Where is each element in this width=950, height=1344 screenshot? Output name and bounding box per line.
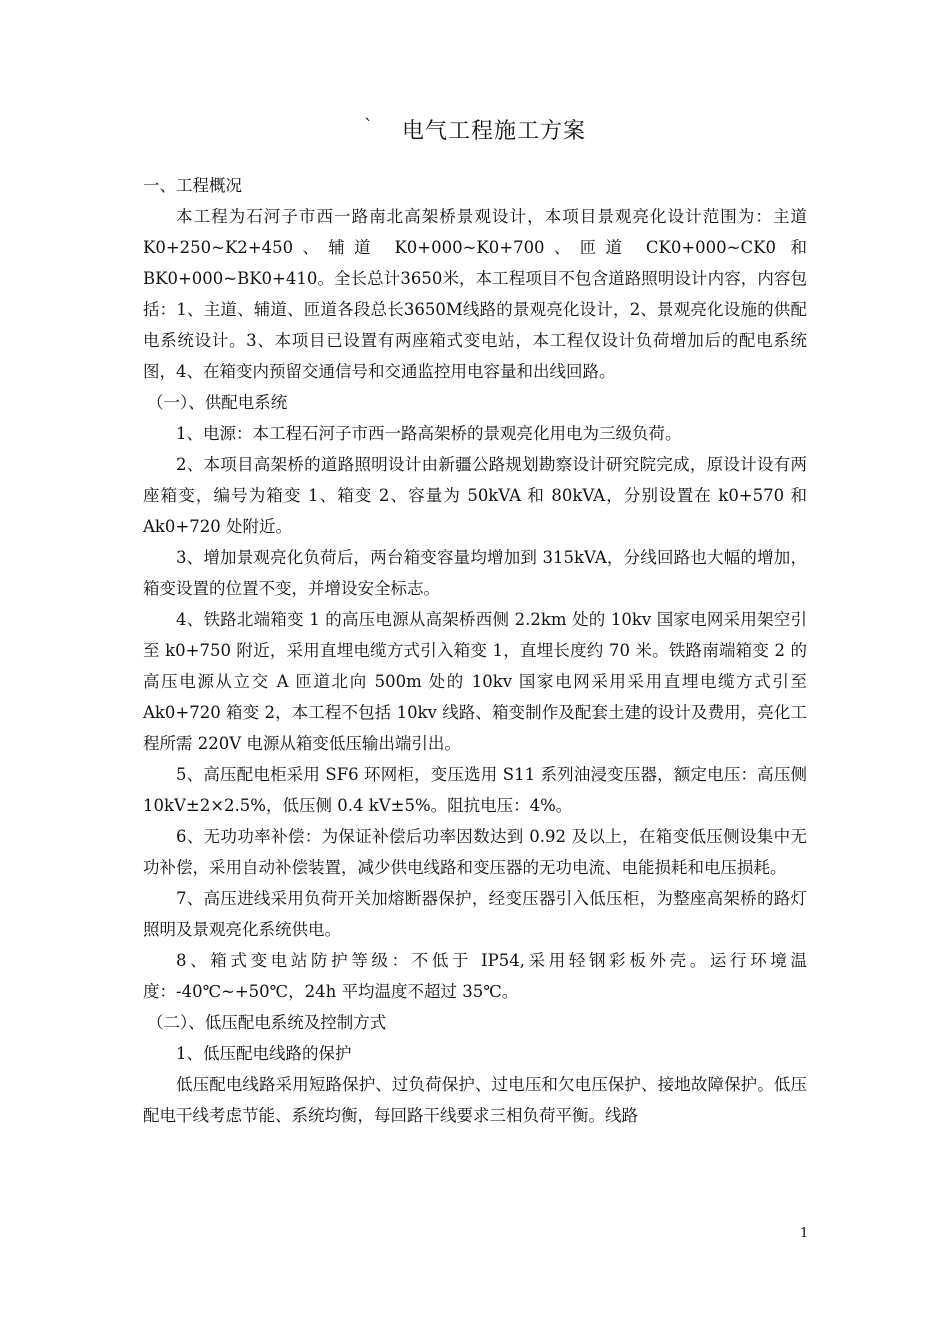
paragraph: 3、增加景观亮化负荷后，两台箱变容量均增加到 315kVA，分线回路也大幅的增加，箱变设置的位置不变，并增设安全标志。 xyxy=(143,548,807,598)
paragraph: 2、本项目高架桥的道路照明设计由新疆公路规划勘察设计研究院完成，原设计设有两座箱变，编号为箱变 1、箱变 2、容量为 50kVA 和 80kVA，分别设置在 k0+570 和 Ak0+720 处附近。 xyxy=(143,455,807,536)
document-title: 电气工程施工方案 xyxy=(401,119,586,144)
subsection-heading: （二）、低压配电系统及控制方式 xyxy=(147,1013,387,1032)
paragraph: 低压配电线路采用短路保护、过负荷保护、过电压和欠电压保护、接地故障保护。低压配电干线考虑节能、系统均衡，每回路干线要求三相负荷平衡。线路 xyxy=(143,1075,807,1125)
document-body xyxy=(143,170,807,1131)
section-heading: 一、工程概况 xyxy=(143,176,242,195)
paragraph: 5、高压配电柜采用 SF6 环网柜，变压选用 S11 系列油浸变压器，额定电压：高压侧 10kV±2×2.5%，低压侧 0.4 kV±5%。阻抗电压：4%。 xyxy=(143,765,807,815)
page-number: 1 xyxy=(800,1226,809,1241)
paragraph: 1、低压配电线路的保护 xyxy=(176,1044,352,1063)
paragraph: 6、无功功率补偿：为保证补偿后功率因数达到 0.92 及以上，在箱变低压侧设集中无功补偿，采用自动补偿装置，减少供电线路和变压器的无功电流、电能损耗和电压损耗。 xyxy=(143,827,807,877)
title-row xyxy=(0,114,950,145)
title-mark: ` xyxy=(363,116,374,137)
paragraph: 8、箱式变电站防护等级：不低于 IP54,采用轻钢彩板外壳。运行环境温度：-40℃~+50℃，24h 平均温度不超过 35℃。 xyxy=(143,951,807,1001)
paragraph: 本工程为石河子市西一路南北高架桥景观设计，本项目景观亮化设计范围为：主道 K0+250~K2+450、辅道 K0+000~K0+700、匝道 CK0+000~CK0 和 BK0+000~BK0+410。全长总计3650米，本工程项目不包含道路照明设计内容，内容包括：1、主道、辅道、匝道各段总长3650M线路的景观亮化设计，2、景观亮化设施的供配电系统设计。3、本项目已设置有两座箱式变电站，本工程仅设计负荷增加后的配电系统图，4、在箱变内预留交通信号和交通监控用电容量和出线回路。 xyxy=(143,207,807,381)
subsection-heading: （一）、供配电系统 xyxy=(147,393,288,412)
paragraph: 1、电源：本工程石河子市西一路高架桥的景观亮化用电为三级负荷。 xyxy=(176,424,682,443)
paragraph: 7、高压进线采用负荷开关加熔断器保护，经变压器引入低压柜，为整座高架桥的路灯照明及景观亮化系统供电。 xyxy=(143,889,807,939)
paragraph: 4、铁路北端箱变 1 的高压电源从高架桥西侧 2.2km 处的 10kv 国家电网采用架空引至 k0+750 附近，采用直埋电缆方式引入箱变 1，直埋长度约 70 米。铁路南端箱变 2 的高压电源从立交 A 匝道北向 500m 处的 10kv 国家电网采用采用直埋电缆方式引至 Ak0+720 箱变 2，本工程不包括 10kv 线路、箱变制作及配套土建的设计及费用，亮化工程所需 220V 电源从箱变低压输出端引出。 xyxy=(143,610,807,753)
